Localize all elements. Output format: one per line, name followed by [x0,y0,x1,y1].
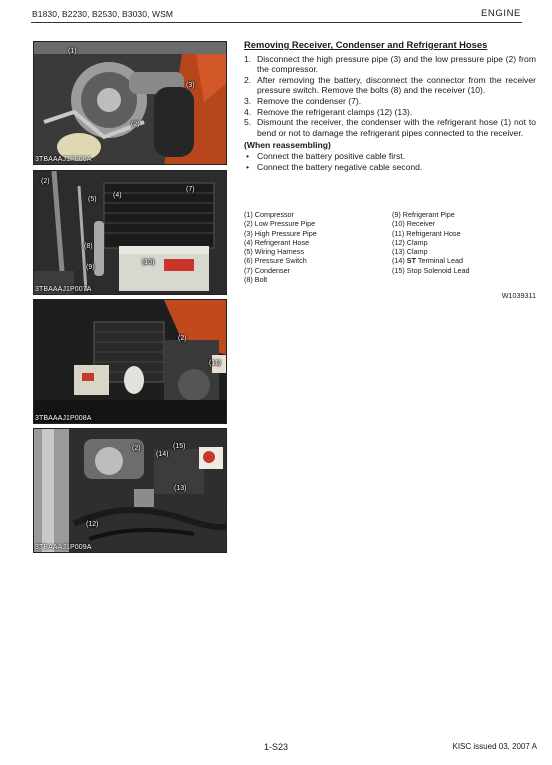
issue-info: KISC issued 03, 2007 A [452,742,537,751]
photo2-callout-4: (4) [113,192,122,199]
step [244,75,536,96]
header-models: B1830, B2230, B2530, B3030, WSM [32,9,174,19]
legend-item: (9) Refrigerant Pipe [392,210,455,219]
legend-item: (13) Clamp [392,247,428,257]
photo2-callout-8: (8) [84,243,93,250]
procedure-steps [244,54,536,139]
photo2-code: 3TBAAAJ1P007A [35,286,92,293]
photo2-callout-7: (7) [186,186,195,193]
photo-engine-side [33,299,227,424]
photo-receiver-condenser-image [34,171,227,295]
document-code: W1039311 [501,291,536,300]
photo2-callout-2: (2) [41,178,50,185]
photo3-code: 3TBAAAJ1P008A [35,415,92,422]
legend-item: (6) Pressure Switch [244,256,307,266]
step [244,54,536,75]
reassembly-notes [244,151,536,172]
photo4-callout-12: (12) [86,521,99,528]
reassembly-heading: (When reassembling) [244,140,331,151]
legend-item: (2) Low Pressure Pipe [244,219,316,229]
legend-item: (15) Stop Solenoid Lead [392,265,470,275]
page-number: 1-S23 [263,742,289,752]
photo-receiver-condenser [33,170,227,295]
step-text: After removing the battery, disconnect the connector from the receiver pressure switch. Remove the bolts (8) and the receiver (10). [257,74,536,96]
photo2-callout-9: (9) [86,264,95,271]
legend-column-right [392,210,470,275]
photo-compressor [33,41,227,165]
photo1-code: 3TBAAAJ1P006A [35,156,92,163]
legend-item: (8) Bolt [244,275,268,285]
photo2-callout-5: (5) [88,196,97,203]
legend-item: (1) Compressor [244,210,294,219]
photo-engine-underside [33,428,227,553]
photo-engine-underside-image [34,429,227,553]
photo4-callout-13: (13) [174,485,187,492]
procedure [244,40,536,172]
photo3-callout-11: (11) [209,360,221,367]
step-number: 3. [244,95,252,106]
photo2-callout-10: (10) [142,259,155,266]
legend-item: (12) Clamp [392,237,428,247]
procedure-title: Removing Receiver, Condenser and Refrigerant Hoses [244,39,488,50]
photo1-callout-3: (3) [186,82,195,89]
legend-item: (14) ST Terminal Lead [392,256,463,266]
step [244,96,536,107]
photo-compressor-image [34,42,227,165]
header-section: ENGINE [480,8,521,19]
photo1-callout-1: (1) [68,48,77,55]
header-rule [31,22,522,23]
legend-item: (5) Wiring Harness [244,247,304,257]
legend-item: (7) Condenser [244,265,290,275]
legend-item: (4) Refrigerant Hose [244,237,310,247]
reassembly-note: • Connect the battery positive cable first. [244,151,536,162]
photo4-callout-14: (14) [156,451,169,458]
step-text: Dismount the receiver, the condenser with the refrigerant hose (1) not to bend or not to damage the refrigerant pipes connected to the receiver. [257,117,536,138]
step-text: Remove the refrigerant clamps (12) (13). [257,106,413,117]
legend-item: (3) High Pressure Pipe [244,228,317,238]
photo4-code: 3TBAAAJ1P009A [35,544,92,551]
step [244,117,536,138]
step-number: 2. [244,74,252,85]
step-number: 4. [244,106,252,117]
legend-column-left [244,210,317,284]
reassembly-note: • Connect the battery negative cable second. [244,162,536,173]
photo1-callout-2: (2) [131,121,140,128]
photo4-callout-15: (15) [173,443,186,450]
photo-engine-side-image [34,300,227,424]
photo4-callout-2: (2) [132,445,141,452]
step-number: 5. [244,117,252,128]
step-text: Disconnect the high pressure pipe (3) and the low pressure pipe (2) from the compressor. [257,53,536,75]
step [244,107,536,118]
legend-item: (10) Receiver [392,219,436,229]
step-number: 1. [244,53,252,64]
legend-item: (11) Refrigerant Hose [392,228,461,238]
step-text: Remove the condenser (7). [257,95,362,106]
photo3-callout-2: (2) [178,335,187,342]
